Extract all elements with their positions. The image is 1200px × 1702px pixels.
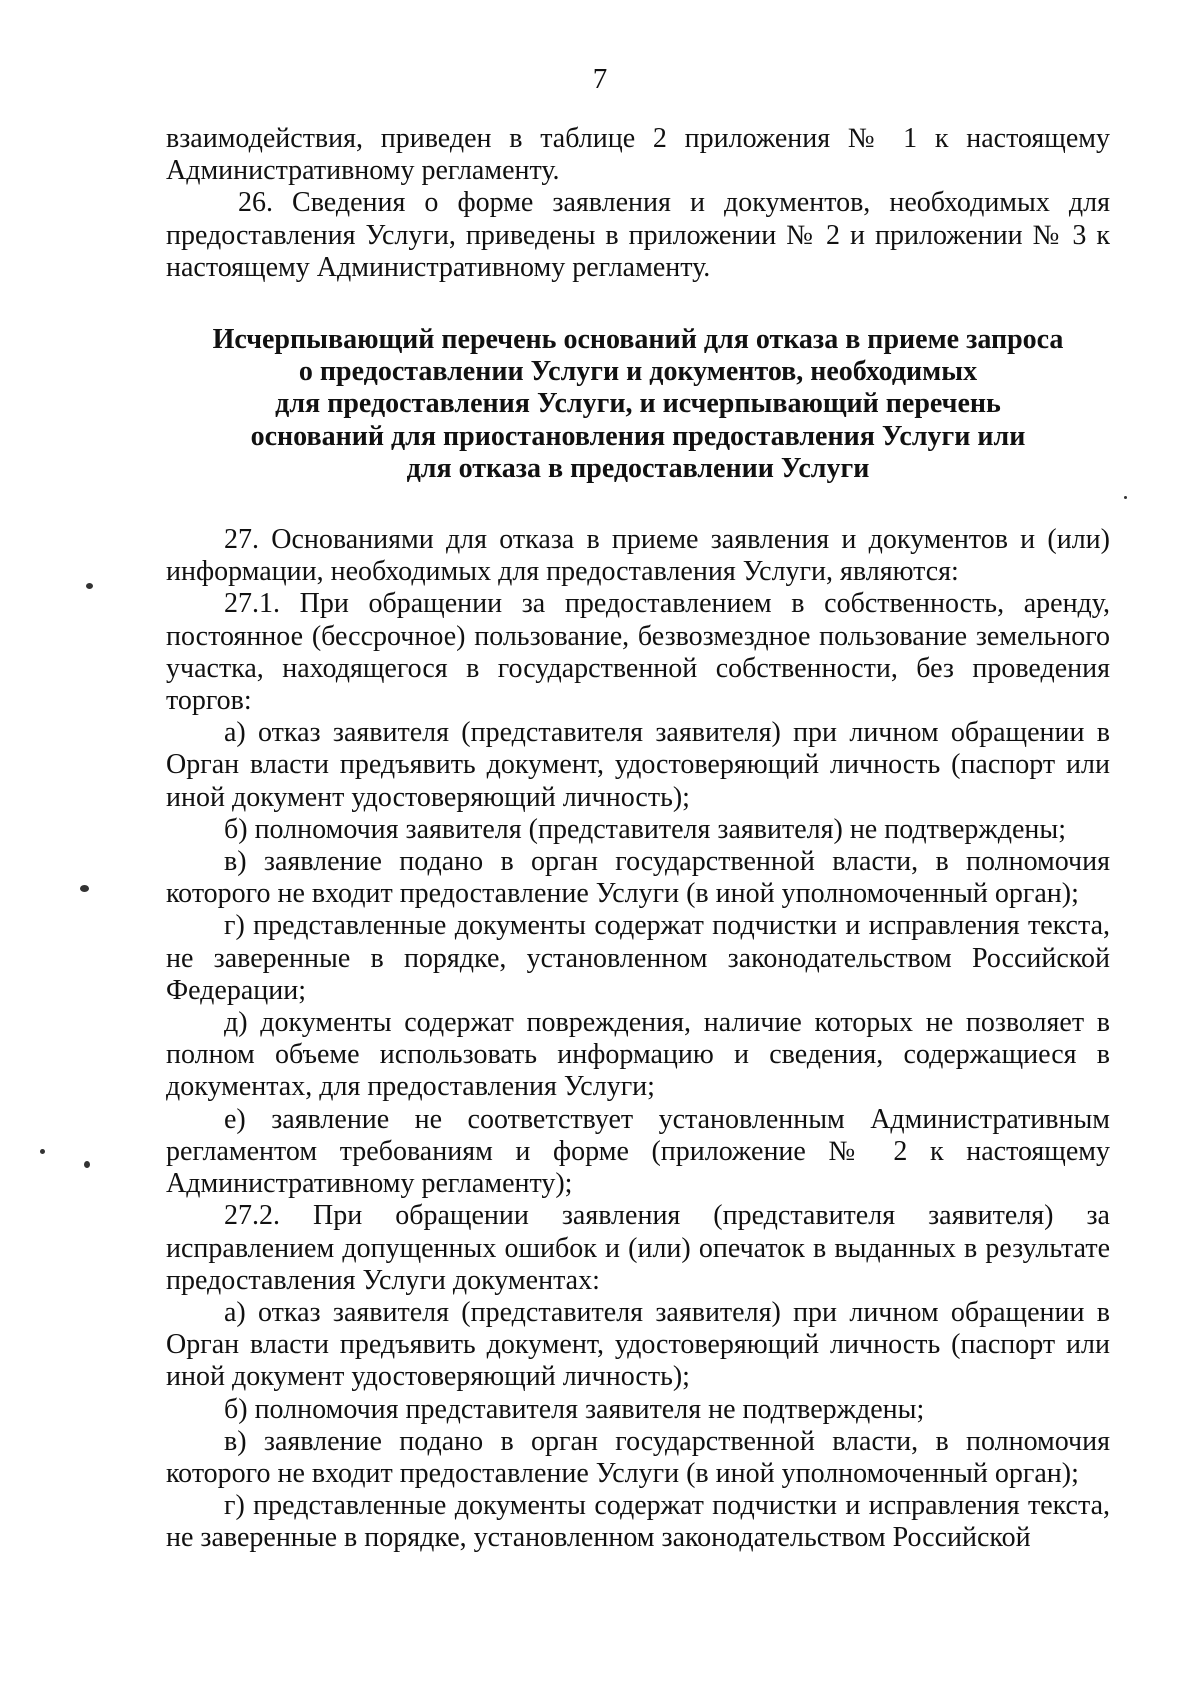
paragraph-27: 27. Основаниями для отказа в приеме заявления и документов и (или) информации, необходимых для предоставления Услуги, являются: [166, 524, 1110, 588]
paragraph-27-1-v: в) заявление подано в орган государственной власти, в полномочия которого не входит предоставление Услуги (в иной уполномоченный орган); [166, 846, 1110, 910]
heading-line: Исчерпывающий перечень оснований для отказа в приеме запроса [212, 324, 1064, 356]
scan-speck [40, 1149, 45, 1154]
heading-line: для отказа в предоставлении Услуги [406, 452, 870, 484]
paragraph-27-2: 27.2. При обращении заявления (представителя заявителя) за исправлением допущенных ошибок и (или) опечаток в выданных в результате предоставления Услуги документах: [166, 1200, 1110, 1296]
page-number: 7 [592, 63, 608, 95]
paragraph-27-1-b: б) полномочия заявителя (представителя заявителя) не подтверждены; [224, 813, 1066, 845]
paragraph-27-1-e: е) заявление не соответствует установленным Административным регламентом требованиям и форме (приложение № 2 к настоящему Административному регламенту); [166, 1103, 1110, 1200]
paragraph-27-1: 27.1. При обращении за предоставлением в собственность, аренду, постоянное (бессрочное) пользование, безвозмездное пользование земельного участка, находящегося в государственной собственности, без проведения торгов: [166, 588, 1110, 717]
heading-line: для предоставления Услуги, и исчерпывающий перечень [275, 388, 1001, 420]
paragraph-27-2-g: г) представленные документы содержат подчистки и исправления текста, не заверенные в порядке, установленном законодательством Российской [166, 1490, 1110, 1554]
paragraph-intro: взаимодействия, приведен в таблице 2 приложения № 1 к настоящему Административному регламенту. [166, 123, 1110, 187]
paragraph-27-1-a: а) отказ заявителя (представителя заявителя) при личном обращении в Орган власти предъявить документ, удостоверяющий личность (паспорт или иной документ удостоверяющий личность); [166, 717, 1110, 813]
scan-speck [80, 885, 89, 892]
paragraph-27-2-b: б) полномочия представителя заявителя не подтверждены; [224, 1393, 925, 1425]
paragraph-27-1-d: д) документы содержат повреждения, наличие которых не позволяет в полном объеме использовать информацию и сведения, содержащиеся в документах, для предоставления Услуги; [166, 1007, 1110, 1103]
paragraph-27-2-v: в) заявление подано в орган государственной власти, в полномочия которого не входит предоставление Услуги (в иной уполномоченный орган); [166, 1425, 1110, 1489]
heading-line: о предоставлении Услуги и документов, необходимых [298, 356, 978, 388]
document-body [166, 123, 1110, 1555]
scan-speck [1124, 496, 1127, 499]
scan-speck [84, 1161, 90, 1168]
paragraph-26: 26. Сведения о форме заявления и документов, необходимых для предоставления Услуги, приведены в приложении № 2 и приложении № 3 к настоящему Административному регламенту. [166, 187, 1110, 283]
section-heading [166, 324, 1110, 485]
scan-speck [86, 583, 93, 589]
paragraph-27-1-g: г) представленные документы содержат подчистки и исправления текста, не заверенные в порядке, установленном законодательством Российской Федерации; [166, 910, 1110, 1006]
heading-line: оснований для приостановления предоставления Услуги или [250, 420, 1026, 452]
paragraph-27-2-a: а) отказ заявителя (представителя заявителя) при личном обращении в Орган власти предъявить документ, удостоверяющий личность (паспорт или иной документ удостоверяющий личность); [166, 1296, 1110, 1393]
